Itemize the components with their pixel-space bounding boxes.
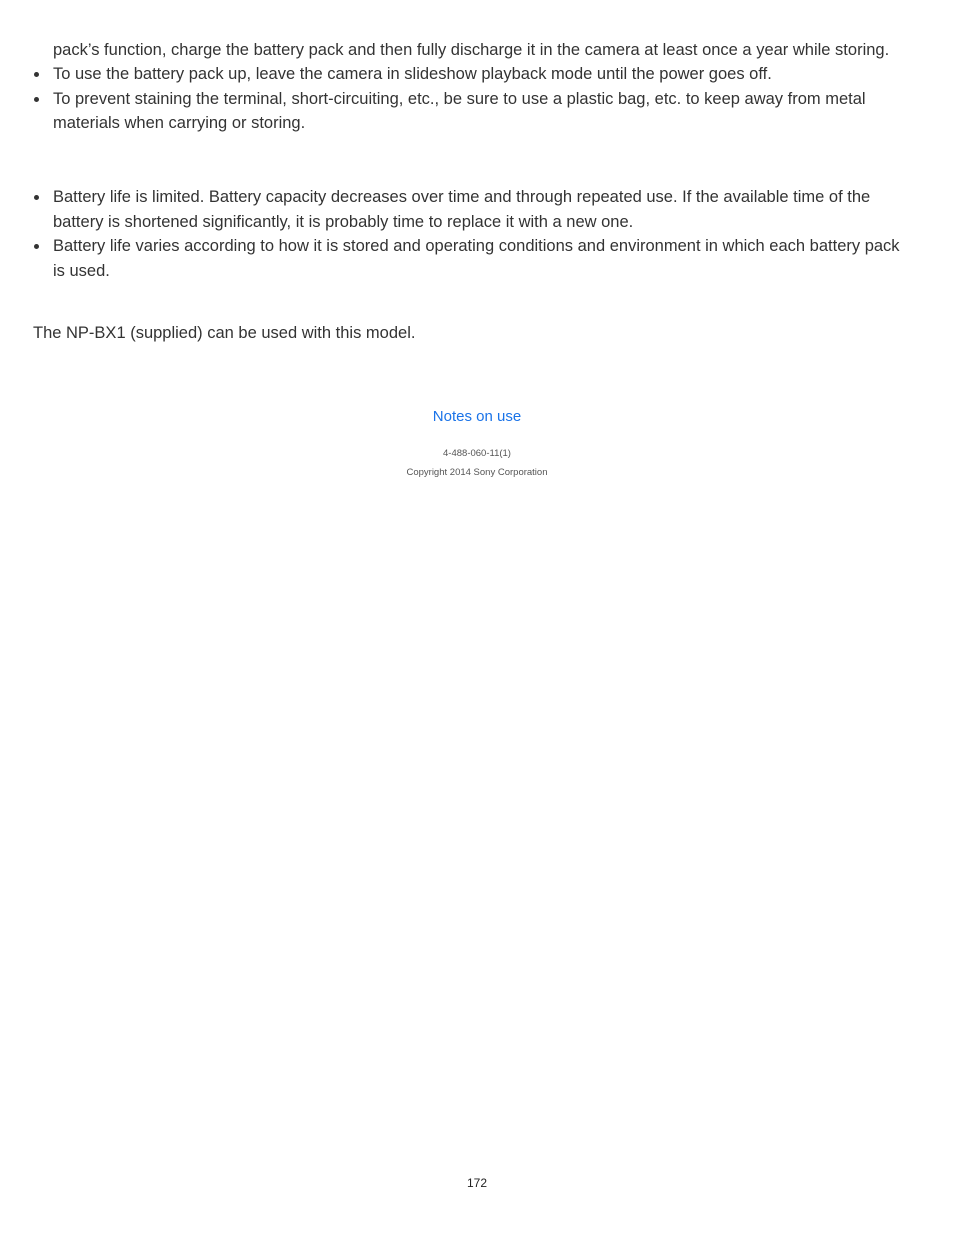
storage-bullet-list — [0, 62, 913, 136]
bullet-text: To prevent staining the terminal, short-circuiting, etc., be sure to use a plastic bag, etc. to keep away from metal materials when carrying or storing. — [53, 89, 866, 132]
list-item — [0, 62, 913, 87]
list-item — [0, 234, 913, 283]
bullet-text: To use the battery pack up, leave the camera in slideshow playback mode until the power goes off. — [53, 65, 772, 83]
battery-life-bullet-list — [0, 185, 913, 283]
doc-number: 4-488-060-11(1) — [443, 448, 511, 459]
bullet-icon — [34, 195, 39, 200]
bullet-text: Battery life varies according to how it is stored and operating conditions and environment in which each battery pack is used. — [53, 237, 900, 280]
storage-continued-text: pack’s function, charge the battery pack and then fully discharge it in the camera at least once a year while storing. — [53, 41, 890, 59]
list-item — [0, 185, 913, 234]
compatible-battery-text: The NP-BX1 (supplied) can be used with this model. — [33, 324, 416, 342]
notes-on-use-link[interactable]: Notes on use — [432, 408, 522, 425]
bullet-icon — [34, 72, 39, 77]
bullet-text: Battery life is limited. Battery capacity decreases over time and through repeated use. If the available time of the battery is shortened significantly, it is probably time to replace it with a new one. — [53, 188, 871, 231]
list-item — [0, 87, 913, 136]
bullet-icon — [34, 97, 39, 102]
bullet-icon — [34, 244, 39, 249]
copyright-text: Copyright 2014 Sony Corporation — [406, 467, 548, 478]
page-number: 172 — [466, 1176, 488, 1190]
